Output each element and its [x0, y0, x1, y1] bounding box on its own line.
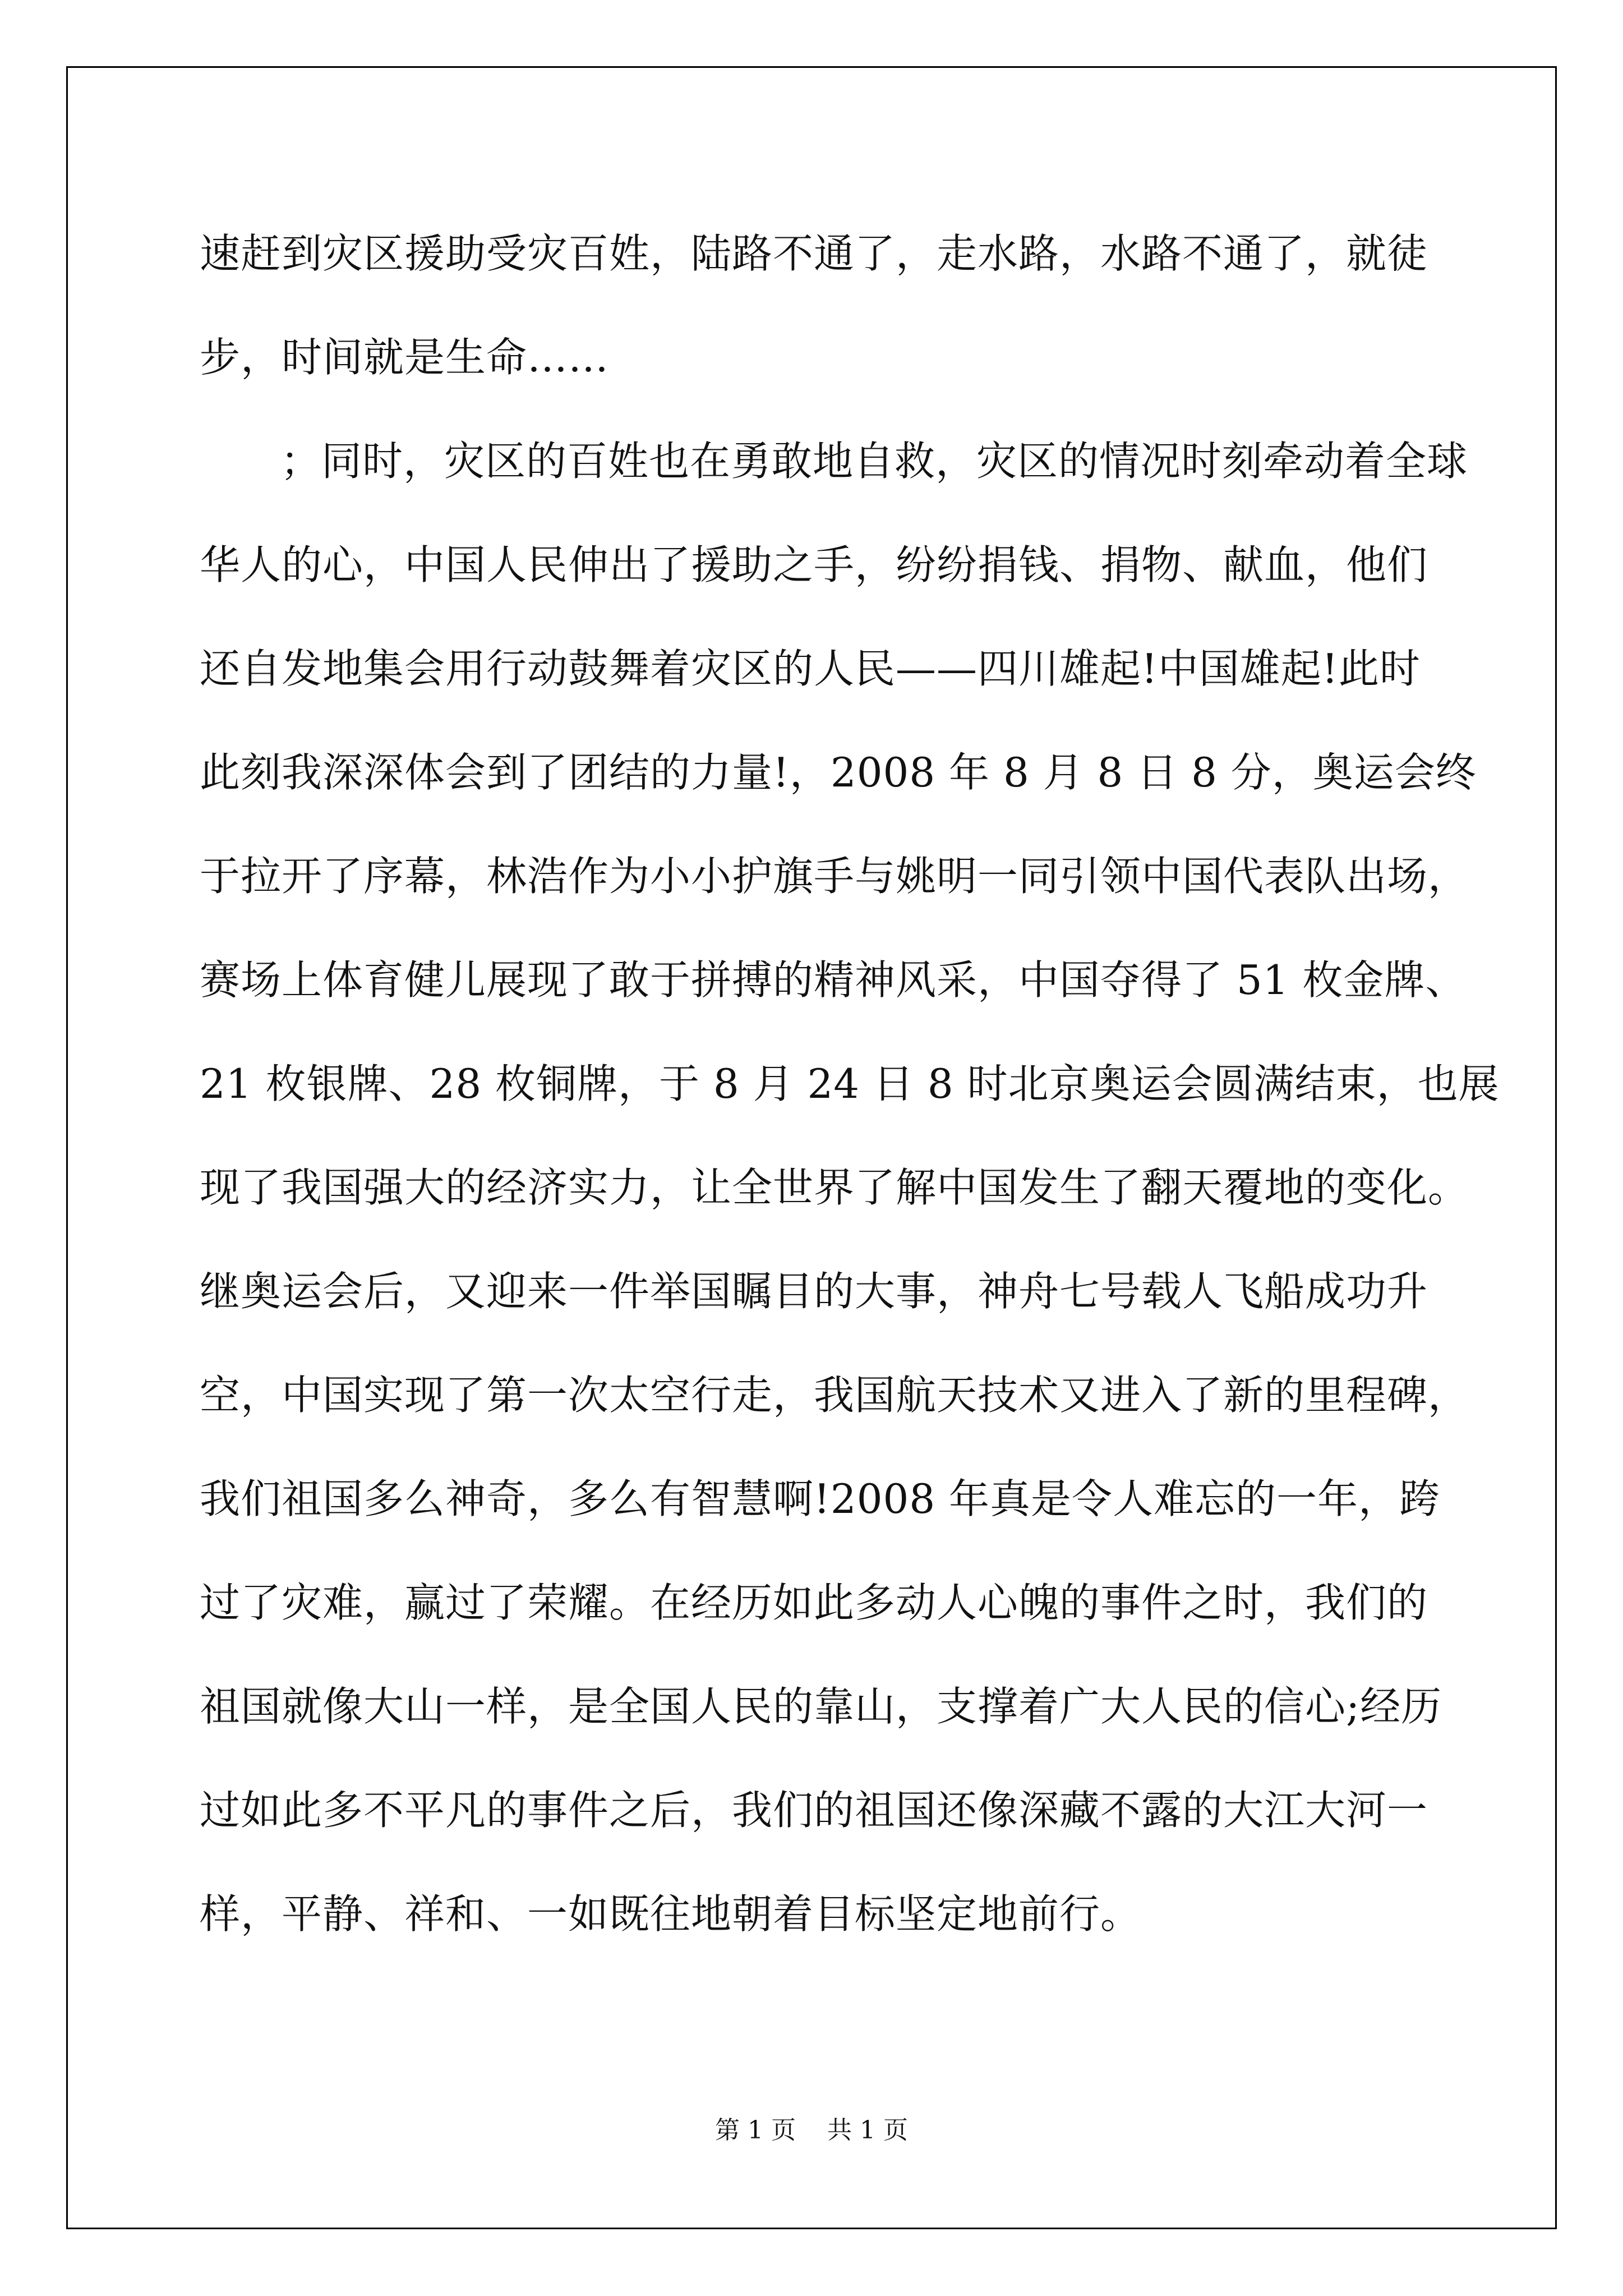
- text-line: 现了我国强大的经济实力，让全世界了解中国发生了翻天覆地的变化。: [200, 1164, 1469, 1211]
- text-line: 于拉开了序幕，林浩作为小小护旗手与姚明一同引领中国代表队出场，: [200, 853, 1469, 900]
- text-line: 21 枚银牌、28 枚铜牌，于 8 月 24 日 8 时北京奥运会圆满结束，也展: [200, 1060, 1500, 1107]
- text-line: 继奥运会后，又迎来一件举国瞩目的大事，神舟七号载人飞船成功升: [200, 1268, 1428, 1315]
- text-line: 华人的心，中国人民伸出了援助之手，纷纷捐钱、捐物、献血，他们: [200, 541, 1428, 588]
- text-line: 步，时间就是生命……: [200, 334, 610, 381]
- text-line: 赛场上体育健儿展现了敢于拼搏的精神风采，中国夺得了 51 枚金牌、: [200, 956, 1467, 1004]
- text-line: 我们祖国多么神奇，多么有智慧啊!2008 年真是令人难忘的一年，跨: [200, 1475, 1441, 1522]
- page-total: 共 1 页: [827, 2116, 908, 2145]
- page-footer: [0, 2114, 1623, 2147]
- text-line: 过了灾难，赢过了荣耀。在经历如此多动人心魄的事件之时，我们的: [200, 1579, 1428, 1626]
- page-number: 第 1 页: [715, 2116, 796, 2145]
- text-line: ；同时，灾区的百姓也在勇敢地自救，灾区的情况时刻牵动着全球: [280, 438, 1468, 485]
- text-line: 空，中国实现了第一次太空行走，我国航天技术又进入了新的里程碑，: [200, 1372, 1469, 1419]
- document-body: [200, 202, 1500, 1966]
- text-line: 祖国就像大山一样，是全国人民的靠山，支撑着广大人民的信心;经历: [200, 1683, 1442, 1730]
- text-line: 还自发地集会用行动鼓舞着灾区的人民——四川雄起!中国雄起!此时: [200, 645, 1421, 692]
- text-line: 此刻我深深体会到了团结的力量!，2008 年 8 月 8 日 8 分，奥运会终: [200, 749, 1477, 796]
- text-line: 过如此多不平凡的事件之后，我们的祖国还像深藏不露的大江大河一: [200, 1787, 1428, 1834]
- text-line: 样，平静、祥和、一如既往地朝着目标坚定地前行。: [200, 1890, 1142, 1938]
- text-line: 速赶到灾区援助受灾百姓，陆路不通了，走水路，水路不通了，就徒: [200, 230, 1428, 277]
